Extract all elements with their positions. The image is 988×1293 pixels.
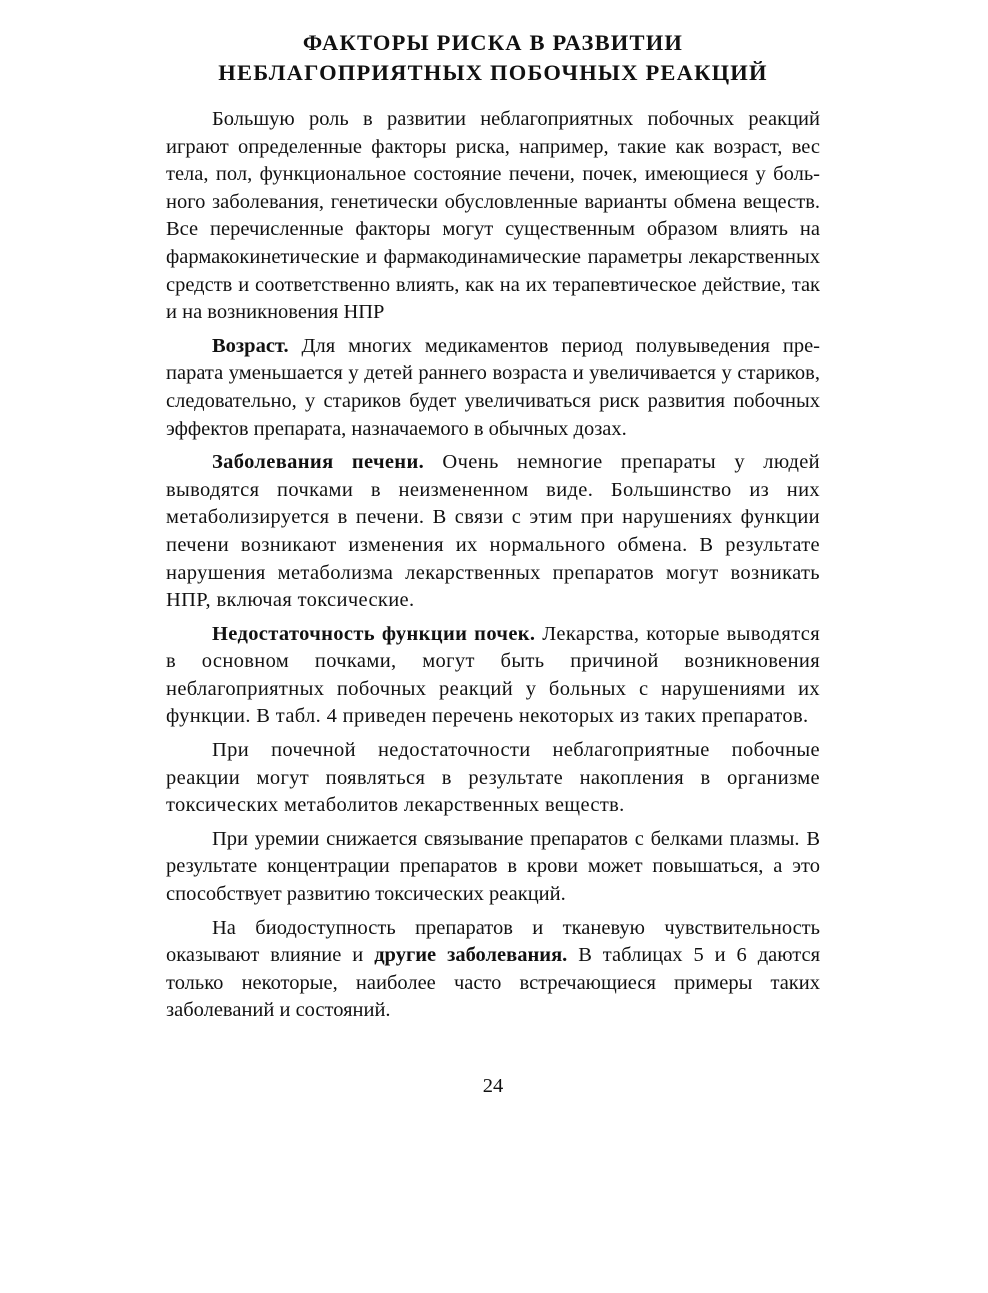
paragraph-liver — [166, 449, 820, 615]
age-text: Для многих медикаментов период полувыведения препарата уменьшается у детей раннего возраста и увеличивается у стариков, следовательно, у стариков будет увеличиваться риск развития побочных эффектов препарата, назначаемого в обычных дозах. — [166, 334, 820, 440]
section-title-line-1: ФАКТОРЫ РИСКА В РАЗВИТИИ — [302, 30, 684, 55]
other-diseases-heading: другие заболевания. — [374, 944, 568, 967]
paragraph-age — [166, 333, 820, 443]
other-text-before: На биодоступность препаратов и тканевую чувствительность оказывают влияние и — [166, 916, 820, 967]
section-title-line-2: НЕБЛАГОПРИЯТНЫХ ПОБОЧНЫХ РЕАКЦИЙ — [218, 60, 768, 85]
paragraph-kidney — [166, 621, 820, 731]
kidney-heading: Недостаточность функции почек. — [212, 622, 536, 645]
paragraph-uremia: При уремии снижается связывание препаратов с белками плазмы. В результате концентрации препаратов в крови может повышаться, а это способствует развитию токсических реакций. — [166, 827, 820, 906]
liver-text: Очень немногие препараты у людей выводятся почками в неизмененном виде. Большинство из них метаболизируется в печени. В связи с этим при нарушениях функции печени возникают изменения их нормального обмена. В результате нарушения метаболизма лекарственных препаратов могут возникать НПР, включая токсические. — [166, 451, 820, 612]
page-number: 24 — [482, 1075, 504, 1097]
age-heading: Возраст. — [212, 334, 289, 357]
liver-heading: Заболевания печени. — [212, 451, 425, 474]
paragraph-other-diseases — [166, 915, 820, 1025]
paragraph-renal-failure: При почечной недостаточности неблагоприятные побочные реакции могут появляться в результате накопления в организме токсических метаболитов лекарственных веществ. — [166, 739, 820, 817]
other-text-after: В таблицах 5 и 6 даются только некоторые, наиболее часто встречающиеся примеры таких заболеваний и состояний. — [166, 944, 821, 1022]
page-content — [166, 28, 820, 1031]
section-title — [166, 28, 820, 88]
kidney-text: Лекарства, которые выводятся в основном почками, могут быть причиной возникновения неблагоприятных побочных реакций у больных с нарушениями их функции. В табл. 4 приведен перечень некоторых из таких препаратов. — [166, 622, 820, 728]
paragraph-intro: Большую роль в развитии неблагоприятных побочных реакций играют определенные факторы риска, например, такие как возраст, вес тела, пол, функциональное состояние печени, почек, имеющиеся у больного заболевания, генетически обусловленные варианты обмена веществ. Все перечисленные факторы могут существенным образом влиять на фармакокинетические и фармакодинамические параметры лекарственных средств и соответственно влиять, как на их терапевтическое действие, так и на возникновения НПР — [166, 108, 820, 324]
